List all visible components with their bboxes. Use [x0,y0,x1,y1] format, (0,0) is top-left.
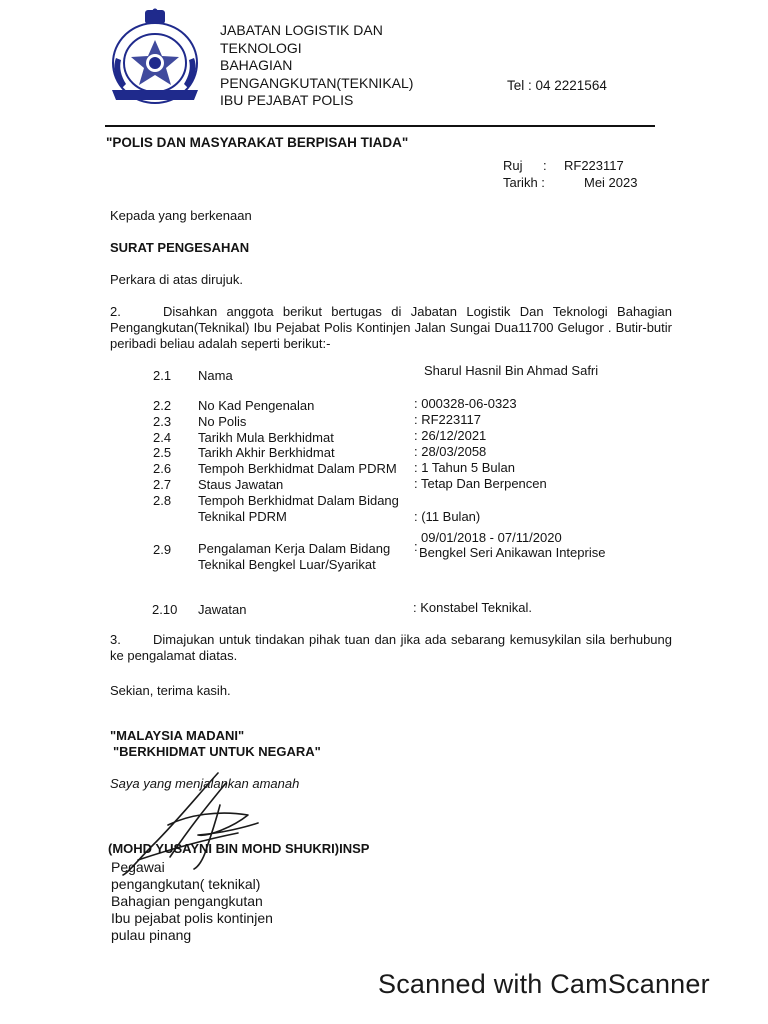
detail-num: 2.2 [153,398,172,413]
thanks-line: Sekian, terima kasih. [110,683,231,698]
polis-diraja-malaysia-crest-icon [102,8,208,110]
ruj-colon: : [543,158,547,173]
dept-line: IBU PEJABAT POLIS [220,92,354,108]
telephone: Tel : 04 2221564 [507,78,607,93]
slogan-malaysia-madani: "MALAYSIA MADANI" [110,728,245,743]
trust-line: Saya yang menjalankan amanah [110,776,300,791]
detail-value-start-date: : 26/12/2021 [414,428,487,443]
detail-label: No Polis [198,414,247,429]
detail-value-name: Sharul Hasnil Bin Ahmad Safri [424,363,599,378]
dept-line: JABATAN LOGISTIK DAN [220,22,383,38]
detail-value-technical-period: : (11 Bulan) [414,509,481,524]
detail-label-cont: Teknikal Bengkel Luar/Syarikat [198,557,376,572]
detail-num: 2.1 [153,368,172,383]
detail-label-cont: Teknikal PDRM [198,509,287,524]
motto: "POLIS DAN MASYARAKAT BERPISAH TIADA" [106,135,409,150]
dept-line: TEKNOLOGI [220,39,302,56]
detail-num: 2.5 [153,445,172,460]
paragraph-3-number: 3. [110,632,121,647]
detail-value-end-date: : 28/03/2058 [414,444,487,459]
ruj-label: Ruj [503,158,523,173]
detail-value-position: : Konstabel Teknikal. [413,600,532,615]
signatory-title-line: pengangkutan( teknikal) [111,876,261,892]
signatory-title-line: Pegawai [111,859,165,875]
detail-num: 2.8 [153,493,172,508]
detail-label: Nama [198,368,233,383]
paragraph-2: Disahkan anggota berikut bertugas di Jabatan Logistik Dan Teknologi Bahagian Pengangkutan(Teknikal) Ibu Pejabat Polis Kontinjen Jalan Sungai Dua11700 Gelugor . Butir-butir peribadi beliau adalah seperti berikut:- [110,304,672,351]
detail-num: 2.7 [153,477,172,492]
detail-colon: : [414,539,418,554]
dept-line: PENGANGKUTAN(TEKNIKAL) [220,74,414,91]
detail-num: 2.4 [153,430,172,445]
ruj-value: RF223117 [564,158,624,173]
tarikh-label: Tarikh : [503,175,545,190]
detail-label: Tempoh Berkhidmat Dalam Bidang [198,493,399,508]
paragraph-3: Dimajukan untuk tindakan pihak tuan dan jika ada sebarang kemusykilan sila berhubung ke pengalamat diatas. [110,632,672,663]
recipient: Kepada yang berkenaan [110,208,252,223]
slogan-berkhidmat: "BERKHIDMAT UNTUK NEGARA" [113,744,321,759]
signatory-title-line: Ibu pejabat polis kontinjen [111,910,273,926]
tarikh-value: Mei 2023 [584,175,638,190]
signatory-title-line: Bahagian pengangkutan [111,893,263,909]
camscanner-watermark: Scanned with CamScanner [378,969,710,999]
dept-line: BAHAGIAN [220,57,293,73]
detail-value-ic: : 000328-06-0323 [414,396,517,411]
detail-value-service-period: : 1 Tahun 5 Bulan [414,460,515,475]
detail-label: Tarikh Mula Berkhidmat [198,430,334,445]
detail-value-police-no: : RF223117 [414,412,481,427]
signatory-title-line: pulau pinang [111,927,192,943]
subject: SURAT PENGESAHAN [110,240,250,255]
detail-num: 2.10 [152,602,178,617]
detail-label: Jawatan [198,602,247,617]
detail-label: Staus Jawatan [198,477,284,492]
detail-label: No Kad Pengenalan [198,398,315,413]
detail-num: 2.9 [153,542,172,557]
signatory-title-block [111,859,273,944]
detail-label: Pengalaman Kerja Dalam Bidang [198,541,391,556]
paragraph-2-number: 2. [110,304,121,319]
detail-value-status: : Tetap Dan Berpencen [414,476,547,491]
department-block [220,22,413,110]
signatory-name: (MOHD YUSAYNI BIN MOHD SHUKRI)INSP [108,841,370,856]
detail-value-experience-dates: 09/01/2018 - 07/11/2020 [421,530,562,545]
detail-label: Tempoh Berkhidmat Dalam PDRM [198,461,397,476]
detail-num: 2.6 [153,461,172,476]
matter-line: Perkara di atas dirujuk. [110,272,243,287]
detail-value-experience-workshop: Bengkel Seri Anikawan Inteprise [419,545,606,560]
detail-num: 2.3 [153,414,172,429]
header-divider [105,125,655,127]
detail-label: Tarikh Akhir Berkhidmat [198,445,335,460]
